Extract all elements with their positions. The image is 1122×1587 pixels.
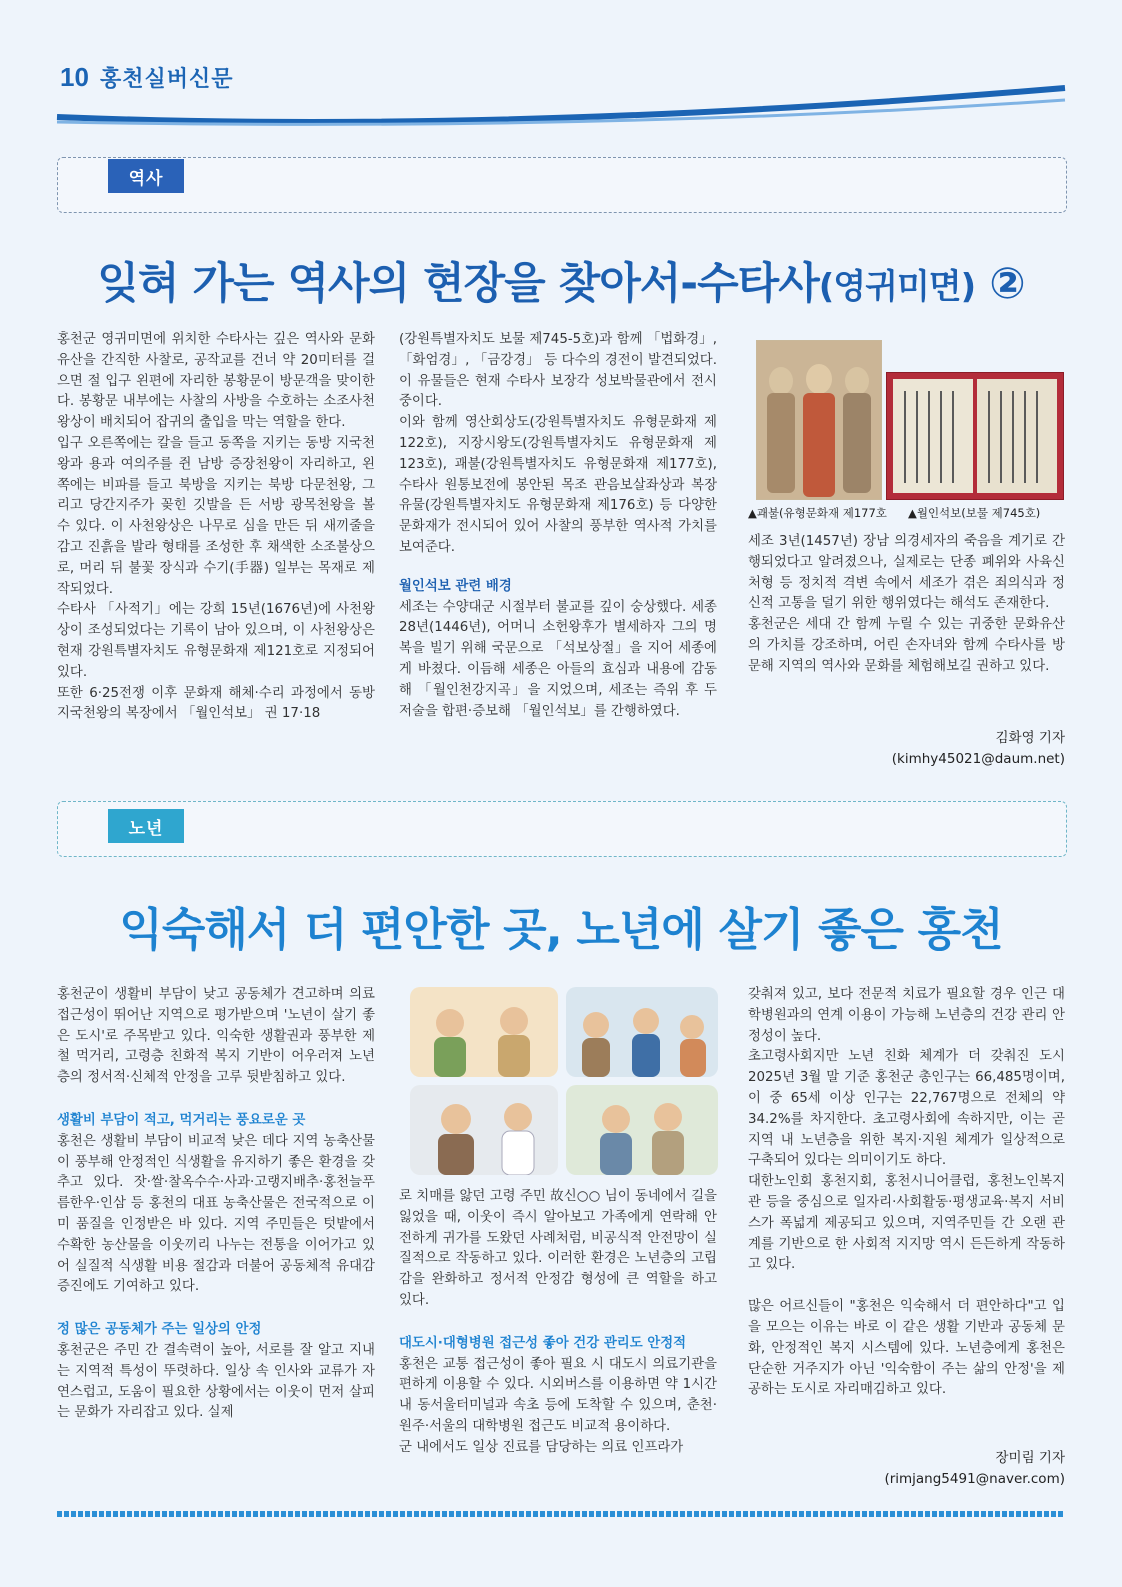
article2-column-3: [748, 985, 1065, 1401]
photo-caption-right: ▲월인석보(보물 제745호): [908, 506, 1041, 520]
paragraph: 로 치매를 앓던 고령 주민 故신○○ 님이 동네에서 길을 잃었을 때, 이웃이 즉시 알아보고 가족에게 연락해 안전하게 귀가를 도왔던 사례처럼, 비공식적 안전망이 실질적으로 작동하고 있다. 이러한 환경은 노년층의 고립감을 완화하고 정서적 안정감 형성에 큰 역할을 하고 있다.: [399, 1189, 717, 1308]
newspaper-logo: 홍천실버신문: [100, 66, 234, 92]
paragraph: 홍천군 영귀미면에 위치한 수타사는 깊은 역사와 문화유산을 간직한 사찰로, 공작교를 건너 약 20미터를 걸으면 절 입구 왼편에 자리한 봉황문이 방문객을 맞이한다. 봉황문 내부에는 사찰의 사방을 수호하는 소조사천왕상이 배치되어 잡귀의 출입을 막는 역할을 한다.: [57, 332, 375, 431]
subheading: 월인석보 관련 배경: [399, 578, 512, 594]
subheading: 대도시·대형병원 접근성 좋아 건강 관리도 안정적: [399, 1335, 687, 1351]
paragraph: 홍천은 교통 접근성이 좋아 필요 시 대도시 의료기관을 편하게 이용할 수 있다. 시외버스를 이용하면 약 1시간 내 동서울터미널과 속초 등에 도착할 수 있으며, 춘천·원주·서울의 대학병원 접근도 비교적 용이하다.: [399, 1356, 717, 1434]
section-header-history: [57, 157, 1067, 213]
worinseokbo-image: [886, 372, 1064, 500]
article1-column-1: [57, 330, 375, 725]
paragraph: 많은 어르신들이 "홍천은 익숙해서 더 편안하다"고 입을 모으는 이유는 바로 이 같은 생활 기반과 공동체 문화, 안정적인 복지 시스템에 있다. 노년층에게 홍천은 단순한 거주지가 아닌 '익숙함이 주는 삶의 안정'을 제공하는 도시로 자리매김하고 있다.: [748, 1299, 1065, 1398]
paragraph: 갖춰져 있고, 보다 전문적 치료가 필요할 경우 인근 대학병원과의 연계 이용이 가능해 노년층의 건강 관리 안정성이 높다.: [748, 987, 1065, 1044]
reporter-email: (rimjang5491@naver.com): [884, 1471, 1065, 1487]
article1-column-3: [748, 532, 1065, 678]
paragraph: 세조는 수양대군 시절부터 불교를 깊이 숭상했다. 세종 28년(1446년), 어머니 소헌왕후가 별세하자 그의 명복을 빌기 위해 국문으로 「석보상절」을 지어 세종에게 바쳤다. 이듬해 세종은 아들의 효심과 내용에 감동해 「월인천강지곡」을 지었으며, 세조는 즉위 후 두 저술을 합편·증보해 「월인석보」를 간행하였다.: [399, 599, 717, 719]
subheading: 생활비 부담이 적고, 먹거리는 풍요로운 곳: [57, 1112, 306, 1128]
article2-column-1: [57, 985, 375, 1424]
paragraph: (강원특별자치도 보물 제745-5호)과 함께 「법화경」, 「화엄경」, 「금강경」 등 다수의 경전이 발견되었다. 이 유물들은 현재 수타사 보장각 성보박물관에서 전시 중이다.: [399, 332, 717, 410]
article1-title-main: 잊혀 가는 역사의 현장을 찾아서-수타사: [97, 259, 819, 309]
paragraph: 입구 오른쪽에는 칼을 들고 동쪽을 지키는 동방 지국천왕과 용과 여의주를 쥔 남방 증장천왕이 자리하고, 왼쪽에는 비파를 들고 북방을 지키는 북방 다문천왕, 그리고 당간지주가 꽂힌 깃발을 든 서방 광목천왕을 볼 수 있다. 이 사천왕상은 나무로 심을 만든 뒤 새끼줄을 감고 진흙을 발라 형태를 조성한 후 채색한 소조불상으로, 머리 뒤 불꽃 장식과 수기(手器) 일부는 목재로 제작되었다.: [57, 435, 375, 597]
subheading: 정 많은 공동체가 주는 일상의 안정: [57, 1322, 262, 1338]
paragraph: 군 내에서도 일상 진료를 담당하는 의료 인프라가: [399, 1439, 684, 1455]
paragraph: 이와 함께 영산회상도(강원특별자치도 유형문화재 제122호), 지장시왕도(강원특별자치도 유형문화재 제123호), 괘불(강원특별자치도 유형문화재 제177호), 수타사 원통보전에 봉안된 목조 관음보살좌상과 복장유물(강원특별자치도 유형문화재 제176호) 등 다양한 문화재가 전시되어 있어 사찰의 풍부한 역사적 가치를 보여준다.: [399, 415, 717, 555]
photo-caption-left: ▲괘불(유형문화재 제177호: [748, 506, 887, 520]
reporter-email: (kimhy45021@daum.net): [891, 751, 1065, 767]
article1-column-2: [399, 330, 717, 722]
paragraph: 홍천군은 세대 간 함께 누릴 수 있는 귀중한 문화유산의 가치를 강조하며, 어린 손자녀와 함께 수타사를 방문해 지역의 역사와 문화를 체험해보길 권하고 있다.: [748, 617, 1065, 674]
paragraph: 홍천은 생활비 부담이 비교적 낮은 데다 지역 농축산물이 풍부해 안정적인 식생활을 유지하기 좋은 환경을 갖추고 있다. 잣·쌀·찰옥수수·사과·고랭지배추·홍천늘푸름한우·인삼 등 홍천의 대표 농축산물은 전국적으로 이미 품질을 인정받은 바 있다. 지역 주민들은 텃밭에서 수확한 농산물을 이웃끼리 나누는 전통을 이어가고 있어 실질적 식생활 비용 절감과 더불어 공동체적 유대감 증진에도 기여하고 있다.: [57, 1133, 375, 1295]
article2-title: 익숙해서 더 편안한 곳, 노년에 살기 좋은 홍천: [119, 903, 1003, 956]
senior-illustration-grid: [410, 987, 718, 1175]
paragraph: 수타사 「사적기」에는 강희 15년(1676년)에 사천왕상이 조성되었다는 기록이 남아 있으며, 이 사천왕상은 현재 강원특별자치도 유형문화재 제121호로 지정되어 있다.: [57, 602, 375, 680]
article1-title-paren: (영귀미면): [818, 267, 976, 307]
paragraph: 대한노인회 홍천지회, 홍천시니어클럽, 홍천노인복지관 등을 중심으로 일자리·사회활동·평생교육·복지 서비스가 폭넓게 제공되고 있으며, 지역주민들 간 오랜 관계를 기반으로 한 사회적 지지망 역시 든든하게 작동하고 있다.: [748, 1174, 1065, 1273]
gwaebul-image: [756, 340, 882, 500]
paragraph: 홍천군이 생활비 부담이 낮고 공동체가 견고하며 의료 접근성이 뛰어난 지역으로 평가받으며 '노년이 살기 좋은 도시'로 주목받고 있다. 익숙한 생활권과 풍부한 제철 먹거리, 고령층 친화적 복지 기반이 어우러져 노년층의 정서적·신체적 안정을 고루 뒷받침하고 있다.: [57, 987, 375, 1086]
section-header-senior: [57, 801, 1067, 857]
article2-byline: [748, 1448, 1065, 1490]
article1-title-number: ②: [989, 259, 1025, 309]
article1-title: [20, 250, 1102, 311]
section-tag-history: 역사: [108, 159, 184, 193]
article2-column-2: [399, 1187, 717, 1459]
article1-byline: [748, 728, 1065, 770]
page-number: 10: [60, 62, 89, 92]
paragraph: 또한 6·25전쟁 이후 문화재 해체·수리 과정에서 동방 지국천왕의 복장에서 「월인석보」 권 17·18: [57, 685, 375, 722]
header-swoosh: [0, 60, 1122, 140]
footer-rule: [57, 1511, 1065, 1517]
paragraph: 세조 3년(1457년) 장남 의경세자의 죽음을 계기로 간행되었다고 알려졌으나, 실제로는 단종 폐위와 사육신 처형 등 정치적 격변 속에서 세조가 겪은 죄의식과 정신적 고통을 덜기 위한 행위였다는 해석도 존재한다.: [748, 534, 1065, 612]
paragraph: 초고령사회지만 노년 친화 체계가 더 갖춰진 도시 2025년 3월 말 기준 홍천군 총인구는 66,485명이며, 이 중 65세 이상 인구는 22,767명으로 전체의 약 34.2%를 차지한다. 초고령사회에 속하지만, 이는 곧 지역 내 노년층을 위한 복지·지원 체계가 일상적으로 구축되어 있다는 의미이기도 하다.: [748, 1049, 1065, 1169]
reporter-name: 김화영 기자: [995, 730, 1065, 746]
paragraph: 홍천군은 주민 간 결속력이 높아, 서로를 잘 알고 지내는 지역적 특성이 뚜렷하다. 일상 속 인사와 교류가 자연스럽고, 도움이 필요한 상황에서는 이웃이 먼저 살피는 문화가 자리잡고 있다. 실제: [57, 1342, 375, 1421]
section-tag-senior: 노년: [108, 809, 184, 843]
reporter-name: 장미림 기자: [995, 1450, 1065, 1466]
